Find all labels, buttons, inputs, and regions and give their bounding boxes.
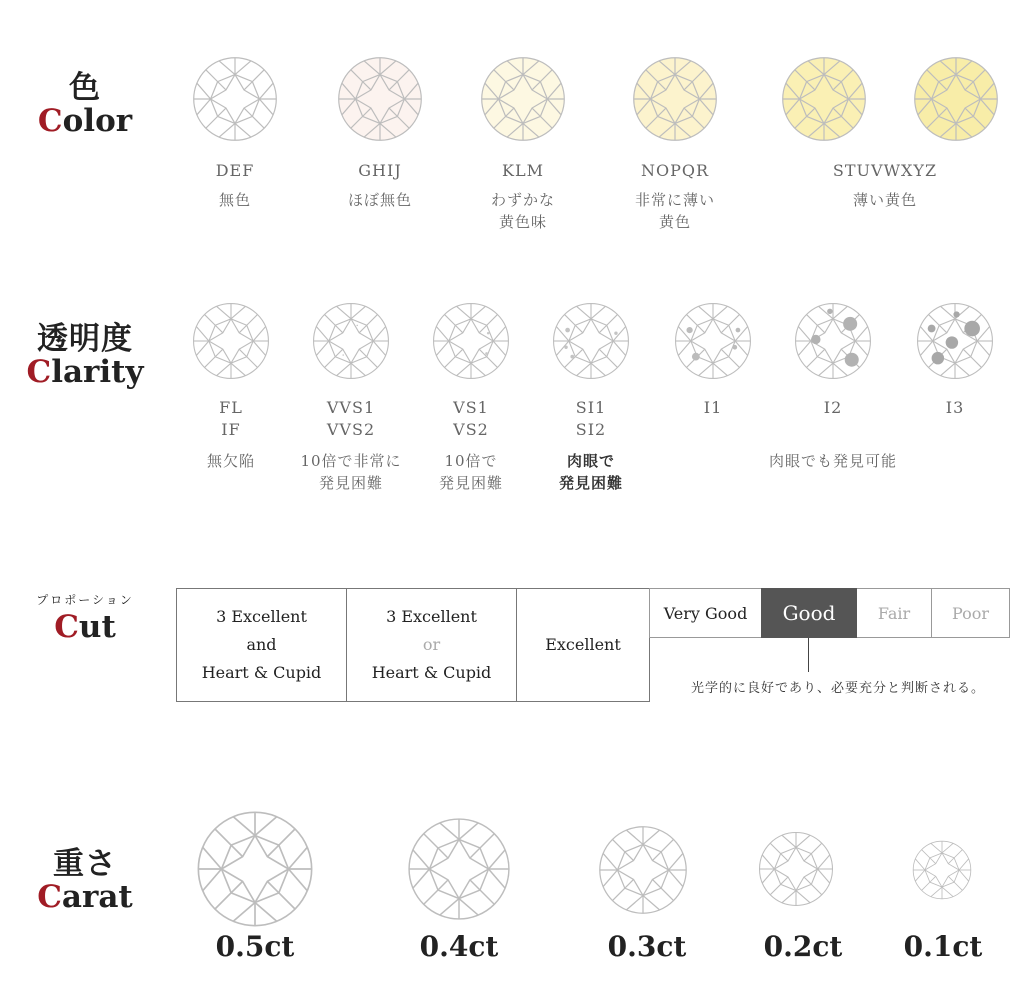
color-grade-desc: 薄い黄色 [852,191,917,209]
color-grade-desc: 無色 [218,191,251,209]
diamond-icon [758,831,834,907]
color-grade-desc: わずかな 黄色味 [490,191,555,231]
pointer-line [808,638,809,672]
color-title [0,72,170,137]
clarity-grade-label: I1 [703,398,723,417]
clarity-grade-desc: 10倍で 発見困難 [438,452,503,492]
diamond-icon [407,817,511,921]
cut-grade-fair: Fair [857,588,931,638]
diamond-icon [196,810,314,928]
cut-grade-excellent: Excellent [516,588,650,702]
carat-label: 0.3ct [607,930,687,963]
diamond-icon [432,302,510,380]
clarity-grade-label: FL IF [219,398,243,439]
diamond-icon [913,56,999,142]
clarity-title-jp: 透明度 [37,321,133,357]
diamond-icon [674,302,752,380]
color-grade-label: GHIJ [358,161,402,180]
carat-label: 0.4ct [419,930,499,963]
cut-title-en: Cut [54,608,116,645]
diamond-icon [552,302,630,380]
cut-note: 光学的に良好であり、必要充分と判断される。 [690,681,985,696]
carat-title-en: Carat [37,878,133,915]
cut-title-jp: プロポーション [36,593,134,607]
color-grade-label: DEF [215,161,255,180]
cut-grade-poor: Poor [931,588,1010,638]
cut-grade-3ex-and-hc: 3 Excellent and Heart & Cupid [176,588,347,702]
diamond-icon [480,56,566,142]
cut-grade-3ex-or-hc: 3 Excellent or Heart & Cupid [346,588,517,702]
cut-grade-very-good: Very Good [649,588,761,638]
diamond-icon [794,302,872,380]
color-title-jp: 色 [69,70,101,106]
clarity-grade-desc: 肉眼で 発見困難 [558,452,623,492]
diamond-icon [192,56,278,142]
clarity-shared-desc: 肉眼でも発見可能 [768,452,897,470]
clarity-grade-label: SI1 SI2 [575,398,607,439]
diamond-icon [598,825,688,915]
clarity-title-en: Clarity [26,353,144,390]
diamond-icon [312,302,390,380]
color-grade-label: KLM [502,161,544,180]
clarity-grade-desc: 10倍で非常に 発見困難 [300,452,402,492]
diamond-icon [337,56,423,142]
clarity-grade-label: I3 [945,398,965,417]
cut-grade-good: Good [761,588,857,638]
color-grade-desc: ほぼ無色 [347,191,412,209]
carat-title [0,848,170,913]
color-grade-desc: 非常に薄い 黄色 [634,191,715,231]
clarity-grade-label: I2 [823,398,843,417]
diamond-icon [632,56,718,142]
carat-title-jp: 重さ [53,846,117,882]
carat-label: 0.1ct [903,930,983,963]
clarity-title [0,323,170,388]
diamond-icon [912,840,972,900]
carat-label: 0.2ct [763,930,843,963]
diamond-icon [916,302,994,380]
diamond-icon [192,302,270,380]
clarity-grade-desc: 無欠陥 [206,452,255,470]
color-title-en: Color [37,102,133,139]
color-grade-label: NOPQR [640,161,710,180]
cut-title [0,594,170,643]
clarity-grade-label: VVS1 VVS2 [326,398,376,439]
color-grade-label: STUVWXYZ [832,161,938,180]
clarity-grade-label: VS1 VS2 [453,398,489,439]
diamond-icon [781,56,867,142]
carat-label: 0.5ct [215,930,295,963]
